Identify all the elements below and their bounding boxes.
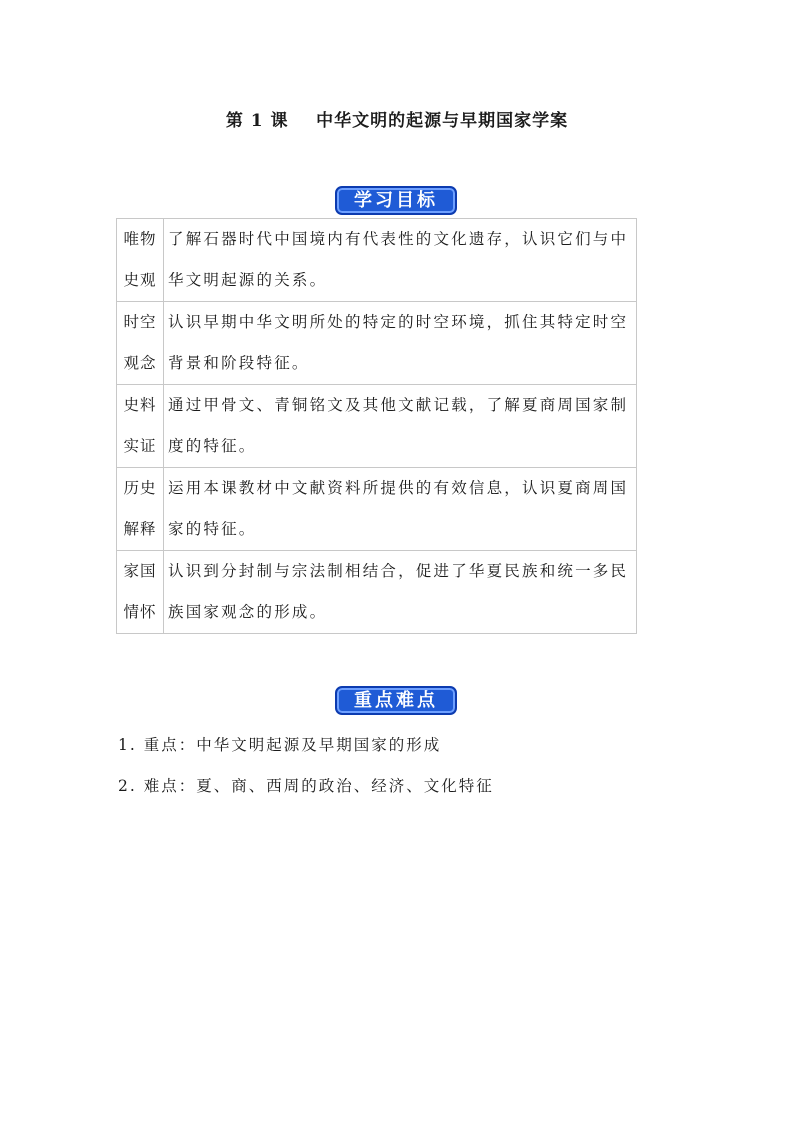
goal-label [117, 551, 164, 634]
goal-label [117, 302, 164, 385]
goal-label [117, 468, 164, 551]
difficult-point-item: 2. 难点：夏、商、西周的政治、经济、文化特征 [118, 777, 494, 795]
page-title: 第 1 课 中华文明的起源与早期国家学案 [225, 111, 569, 131]
learning-goals-table [116, 218, 637, 634]
goal-label-line: 家国 [123, 562, 157, 580]
goal-label-line: 历史 [123, 479, 157, 497]
goal-label-line: 时空 [123, 313, 157, 331]
learning-goals-heading: 学习目标 [335, 186, 457, 215]
goal-label-line: 唯物 [123, 230, 157, 248]
goal-description: 运用本课教材中文献资料所提供的有效信息，认识夏商周国家的特征。 [164, 468, 637, 551]
goal-label-line: 解释 [123, 520, 157, 538]
key-points-heading: 重点难点 [335, 686, 457, 715]
goal-description: 通过甲骨文、青铜铭文及其他文献记载，了解夏商周国家制度的特征。 [164, 385, 637, 468]
table-row [117, 302, 637, 385]
goal-description: 了解石器时代中国境内有代表性的文化遗存，认识它们与中华文明起源的关系。 [164, 219, 637, 302]
table-row [117, 551, 637, 634]
goal-label [117, 385, 164, 468]
table-row [117, 468, 637, 551]
goal-label-line: 情怀 [123, 603, 157, 621]
table-row [117, 385, 637, 468]
table-row [117, 219, 637, 302]
goal-description: 认识到分封制与宗法制相结合，促进了华夏民族和统一多民族国家观念的形成。 [164, 551, 637, 634]
goal-label [117, 219, 164, 302]
goal-label-line: 观念 [123, 354, 157, 372]
goal-description: 认识早期中华文明所处的特定的时空环境，抓住其特定时空背景和阶段特征。 [164, 302, 637, 385]
key-point-item: 1. 重点：中华文明起源及早期国家的形成 [118, 736, 442, 754]
goal-label-line: 实证 [123, 437, 157, 455]
goal-label-line: 史料 [123, 396, 157, 414]
goal-label-line: 史观 [123, 271, 157, 289]
